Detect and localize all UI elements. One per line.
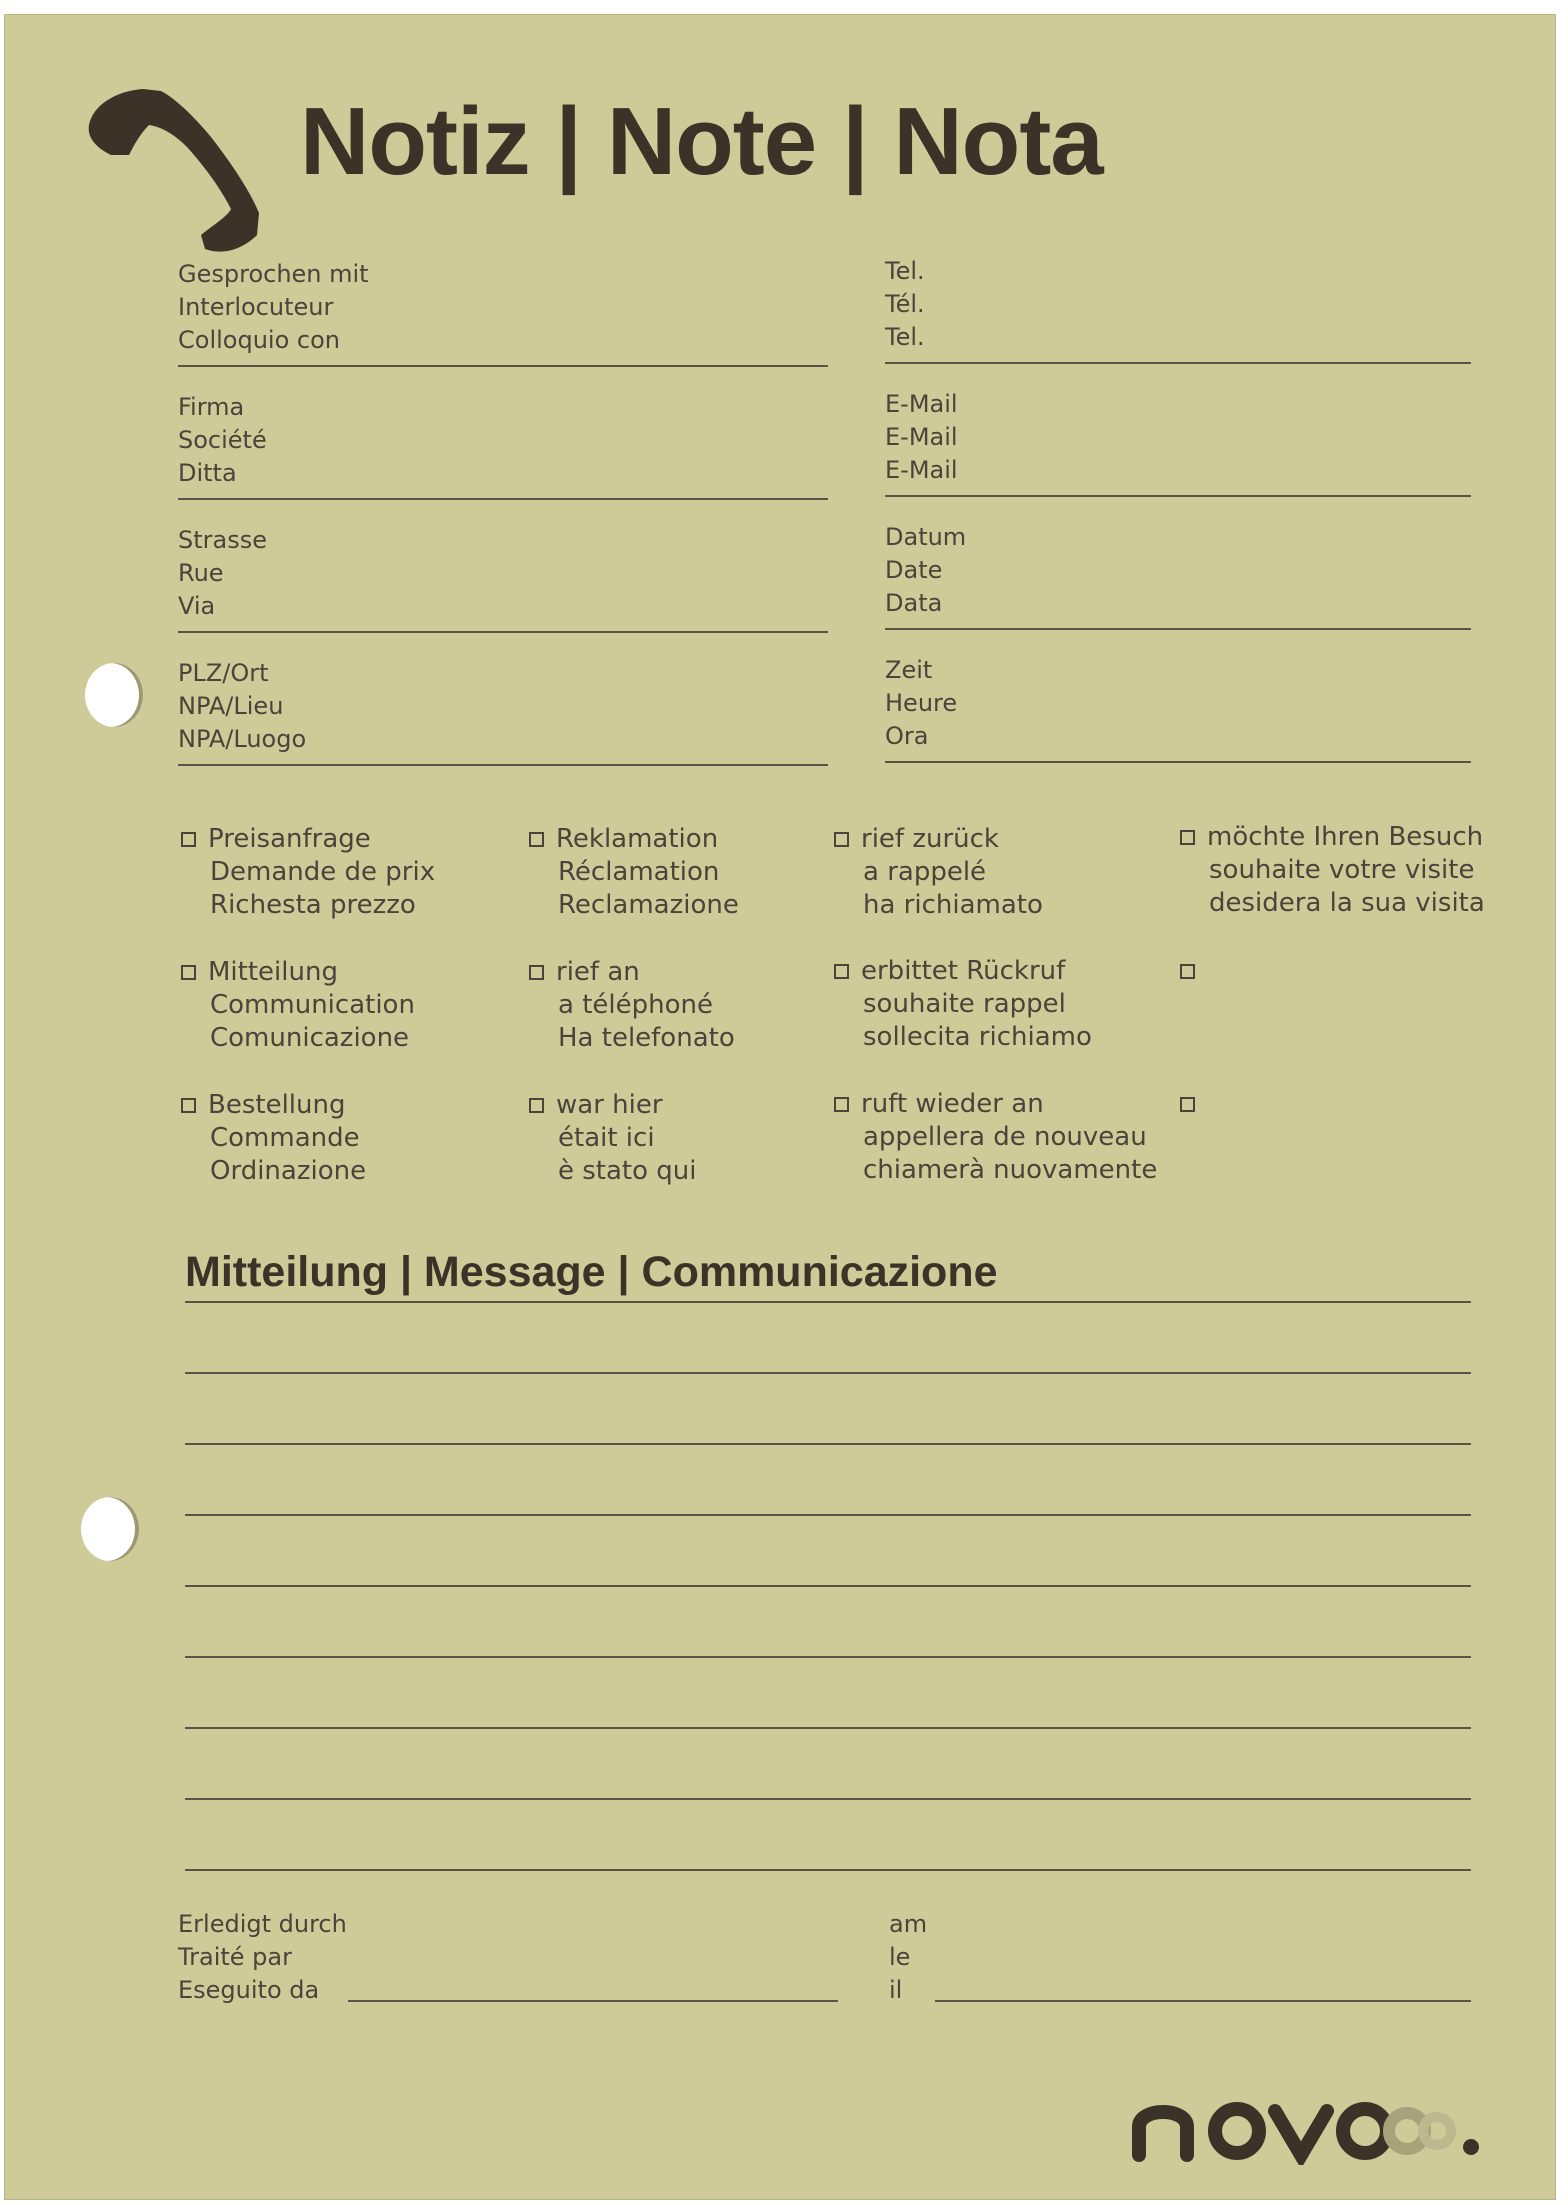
field-label: Eseguito da <box>178 1976 320 2004</box>
field-underline <box>885 495 1471 497</box>
field-done-on[interactable] <box>889 1908 1471 2018</box>
field-label: am <box>889 1910 928 1938</box>
field-underline <box>885 362 1471 364</box>
checkbox-square[interactable] <box>181 965 196 980</box>
page-title: Notiz | Note | Nota <box>300 88 1103 195</box>
field-underline <box>885 761 1471 763</box>
checkbox-label: è stato qui <box>558 1156 697 1186</box>
checkbox-label: möchte Ihren Besuch <box>1207 822 1484 852</box>
field-done-by[interactable] <box>178 1908 838 2018</box>
checkbox-complaint[interactable] <box>529 823 739 922</box>
field-label: E-Mail <box>885 390 958 418</box>
field-label: Strasse <box>178 526 267 554</box>
message-line[interactable] <box>185 1372 1471 1374</box>
field-time[interactable] <box>885 654 1471 772</box>
message-line[interactable] <box>185 1869 1471 1871</box>
field-label: le <box>889 1943 911 1971</box>
checkbox-square[interactable] <box>1180 1097 1195 1112</box>
checkbox-square[interactable] <box>181 832 196 847</box>
checkbox-label: a rappelé <box>863 857 987 887</box>
checkbox-label: Réclamation <box>558 857 720 887</box>
checkbox-label: chiamerà nuovamente <box>863 1155 1158 1185</box>
field-label: Interlocuteur <box>178 293 334 321</box>
field-label: Société <box>178 426 267 454</box>
checkbox-price-inquiry[interactable] <box>181 823 435 922</box>
checkbox-label: était ici <box>558 1123 655 1153</box>
field-label: Datum <box>885 523 967 551</box>
checkbox-label: ruft wieder an <box>861 1089 1044 1119</box>
field-label: Ditta <box>178 459 237 487</box>
checkbox-label: Preisanfrage <box>208 824 371 854</box>
field-label: Tel. <box>885 323 925 351</box>
novo-logo <box>1125 2085 1485 2165</box>
checkbox-message[interactable] <box>181 956 415 1055</box>
field-tel[interactable] <box>885 255 1471 373</box>
checkbox-label: Reclamazione <box>558 890 739 920</box>
checkbox-called-back[interactable] <box>834 823 1043 922</box>
field-label: Data <box>885 589 943 617</box>
field-label: Via <box>178 592 216 620</box>
field-underline <box>178 764 828 766</box>
field-label: PLZ/Ort <box>178 659 269 687</box>
field-underline <box>178 498 828 500</box>
checkbox-label: Bestellung <box>208 1090 346 1120</box>
field-underline <box>348 2000 838 2002</box>
checkbox-label: souhaite votre visite <box>1209 855 1475 885</box>
checkbox-square[interactable] <box>1180 830 1195 845</box>
checkbox-square[interactable] <box>529 832 544 847</box>
checkbox-square[interactable] <box>834 1097 849 1112</box>
field-label: Date <box>885 556 943 584</box>
checkbox-was-here[interactable] <box>529 1089 697 1188</box>
field-zip-city[interactable] <box>178 657 828 775</box>
field-label: E-Mail <box>885 423 958 451</box>
field-label: Zeit <box>885 656 933 684</box>
message-line[interactable] <box>185 1514 1471 1516</box>
message-section-title: Mitteilung | Message | Communicazione <box>185 1248 998 1296</box>
field-underline <box>885 628 1471 630</box>
checkbox-label: sollecita richiamo <box>863 1022 1092 1052</box>
checkbox-label: Demande de prix <box>210 857 436 887</box>
message-line[interactable] <box>185 1585 1471 1587</box>
checkbox-square[interactable] <box>529 965 544 980</box>
checkbox-label: Ordinazione <box>210 1156 367 1186</box>
checkbox-label: ha richiamato <box>863 890 1043 920</box>
checkbox-label: desidera la sua visita <box>1209 888 1485 918</box>
field-label: E-Mail <box>885 456 958 484</box>
field-label: Gesprochen mit <box>178 260 369 288</box>
checkbox-label: war hier <box>556 1090 663 1120</box>
checkbox-label: rief zurück <box>861 824 999 854</box>
checkbox-label: Commande <box>210 1123 360 1153</box>
field-street[interactable] <box>178 524 828 642</box>
checkbox-will-call-again[interactable] <box>834 1088 1157 1187</box>
field-email[interactable] <box>885 388 1471 506</box>
message-line[interactable] <box>185 1656 1471 1658</box>
checkbox-label: souhaite rappel <box>863 989 1066 1019</box>
phone-handset-icon <box>81 85 271 255</box>
punch-hole-top <box>85 663 143 727</box>
checkbox-label: Mitteilung <box>208 957 338 987</box>
field-underline <box>935 2000 1471 2002</box>
field-label: Tél. <box>885 290 925 318</box>
note-sheet <box>4 14 1556 2200</box>
message-line[interactable] <box>185 1443 1471 1445</box>
field-company[interactable] <box>178 391 828 509</box>
field-label: Heure <box>885 689 958 717</box>
field-label: Tel. <box>885 257 925 285</box>
field-label: Rue <box>178 559 224 587</box>
checkbox-blank-2[interactable] <box>1180 1088 1207 1112</box>
checkbox-square[interactable] <box>181 1098 196 1113</box>
checkbox-label: Ha telefonato <box>558 1023 735 1053</box>
field-label: Ora <box>885 722 929 750</box>
checkbox-label: Richesta prezzo <box>210 890 416 920</box>
checkbox-square[interactable] <box>834 964 849 979</box>
field-label: Erledigt durch <box>178 1910 347 1938</box>
message-line[interactable] <box>185 1727 1471 1729</box>
field-label: il <box>889 1976 903 2004</box>
checkbox-label: Reklamation <box>556 824 719 854</box>
field-spoken-with[interactable] <box>178 258 828 376</box>
field-label: Colloquio con <box>178 326 340 354</box>
checkbox-blank-1[interactable] <box>1180 955 1207 979</box>
field-label: Traité par <box>178 1943 292 1971</box>
checkbox-wants-visit[interactable] <box>1180 821 1485 920</box>
checkbox-label: a téléphoné <box>558 990 713 1020</box>
punch-hole-bottom <box>81 1497 139 1561</box>
field-underline <box>178 365 828 367</box>
checkbox-requests-callback[interactable] <box>834 955 1092 1054</box>
field-label: Firma <box>178 393 245 421</box>
checkbox-called[interactable] <box>529 956 735 1055</box>
checkbox-label: Comunicazione <box>210 1023 410 1053</box>
checkbox-label: Communication <box>210 990 415 1020</box>
field-underline <box>178 631 828 633</box>
message-line[interactable] <box>185 1301 1471 1303</box>
field-label: NPA/Luogo <box>178 725 307 753</box>
message-line[interactable] <box>185 1798 1471 1800</box>
checkbox-square[interactable] <box>834 832 849 847</box>
checkbox-label: rief an <box>556 957 640 987</box>
checkbox-order[interactable] <box>181 1089 366 1188</box>
field-label: NPA/Lieu <box>178 692 284 720</box>
field-date[interactable] <box>885 521 1471 639</box>
checkbox-label: erbittet Rückruf <box>861 956 1066 986</box>
checkbox-square[interactable] <box>529 1098 544 1113</box>
checkbox-label: appellera de nouveau <box>863 1122 1147 1152</box>
checkbox-square[interactable] <box>1180 964 1195 979</box>
